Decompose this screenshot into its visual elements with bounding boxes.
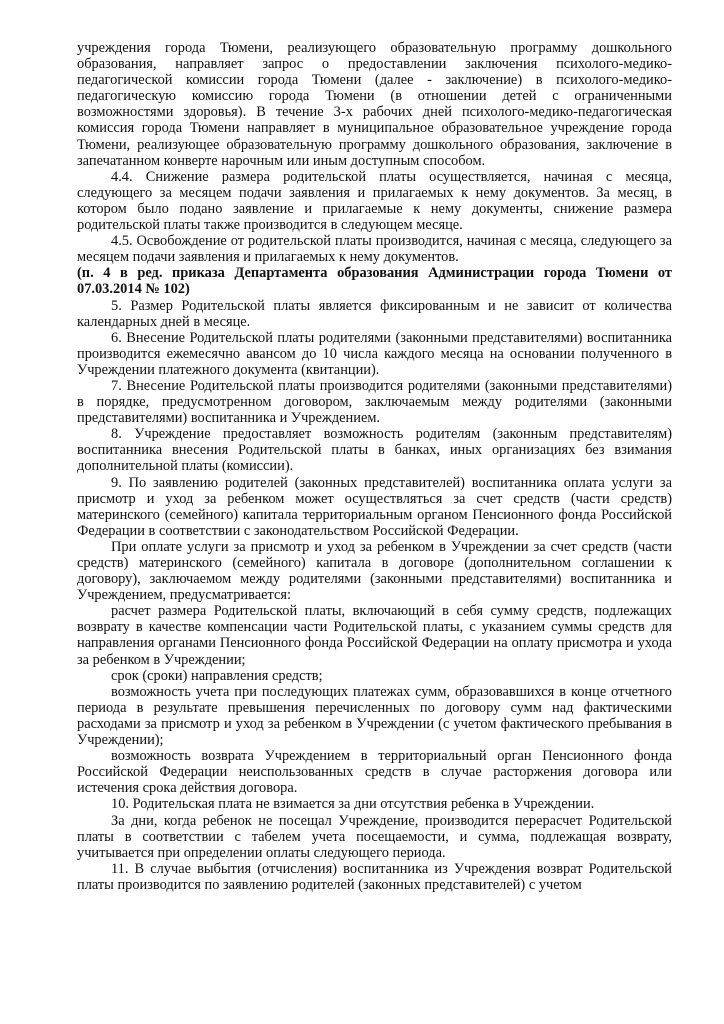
paragraph-4-4: 4.4. Снижение размера родительской платы осуществляется, начиная с месяца, следующего за месяцем подачи заявления и прилагаемых к нему документов. За месяц, в котором было подано заявление и прилагаемые к нему документы, снижение размера родительской платы также производится в следующем месяце. [77,168,672,234]
paragraph-4-5: 4.5. Освобождение от родительской платы производится, начиная с месяца, следующего за месяцем подачи заявления и прилагаемых к нему документов. [77,233,672,266]
paragraph-7: 7. Внесение Родительской платы производится родителями (законными представителями) в порядке, предусмотренном договором, заключаемым между родителями (законными представителями) воспитанника и Учреждением. [77,377,672,427]
paragraph-6: 6. Внесение Родительской платы родителями (законными представителями) воспитанника производится ежемесячно авансом до 10 числа каждого месяца на основании полученного в Учреждении платежного документа (квитанции). [77,329,672,378]
paragraph-5: 5. Размер Родительской платы является фиксированным и не зависит от количества календарных дней в месяце. [77,297,672,330]
list-item-refund: возможность возврата Учреждением в территориальный орган Пенсионного фонда Российской Федерации неиспользованных средств в случае расторжения договора или истечения срока действия договора. [77,748,672,797]
paragraph-10: 10. Родительская плата не взимается за дни отсутствия ребенка в Учреждении. [111,796,595,813]
paragraph-10-recalc: За дни, когда ребенок не посещал Учреждение, производится перерасчет Родительской платы в соответствии с табелем учета посещаемости, и сумма, подлежащая возврату, учитывается при определении оплаты следующего периода. [77,812,672,861]
amendment-note: (п. 4 в ред. приказа Департамента образования Администрации города Тюмени от 07.03.2014 № 102) [77,265,672,298]
list-item-calculation: расчет размера Родительской платы, включающий в себя сумму средств, подлежащих возврату в качестве компенсации части Родительской платы, с указанием суммы средств для направления органами Пенсионного фонда Российской Федерации на оплату присмотра и ухода за ребенком в Учреждении; [77,603,672,668]
list-item-terms: срок (сроки) направления средств; [111,667,323,684]
list-item-offset: возможность учета при последующих платежах сумм, образовавшихся в конце отчетного периода в результате превышения перечисленных по договору сумм над фактическими расходами за присмотр и уход за ребенком в Учреждении (с учетом фактического пребывания в Учреждении); [77,683,672,749]
paragraph-11: 11. В случае выбытия (отчисления) воспитанника из Учреждения возврат Родительской платы производится по заявлению родителей (законных представителей) с учетом [77,860,672,893]
paragraph-9-matcap: При оплате услуги за присмотр и уход за ребенком в Учреждении за счет средств (части средств) материнского (семейного) капитала в договоре (дополнительном соглашении к договору), заключаемом между родителями (законными представителями) воспитанника и Учреждением, предусматривается: [77,538,672,604]
paragraph-9: 9. По заявлению родителей (законных представителей) воспитанника оплата услуги за присмотр и уход за ребенком может осуществляться за счет средств (части средств) материнского (семейного) капитала территориальным органом Пенсионного фонда Российской Федерации в соответствии с законодательством Российской Федерации. [77,474,672,539]
paragraph-8: 8. Учреждение предоставляет возможность родителям (законным представителям) воспитанника внесения Родительской платы в банках, иных организациях без взимания дополнительной платы (комиссии). [77,426,672,475]
document-page [77,40,672,893]
paragraph-continuation: учреждения города Тюмени, реализующего образовательную программу дошкольного образования, направляет запрос о предоставлении заключения психолого-медико-педагогической комиссии города Тюмени (далее - заключение) в психолого-медико-педагогическую комиссию города Тюмени (в отношении детей с ограниченными возможностями здоровья). В течение 3-х рабочих дней психолого-медико-педагогическая комиссия города Тюмени направляет в муниципальное образовательное учреждение города Тюмени, реализующее образовательную программу дошкольного образования, заключение в запечатанном конверте нарочным или иным доступным способом. [77,40,672,169]
